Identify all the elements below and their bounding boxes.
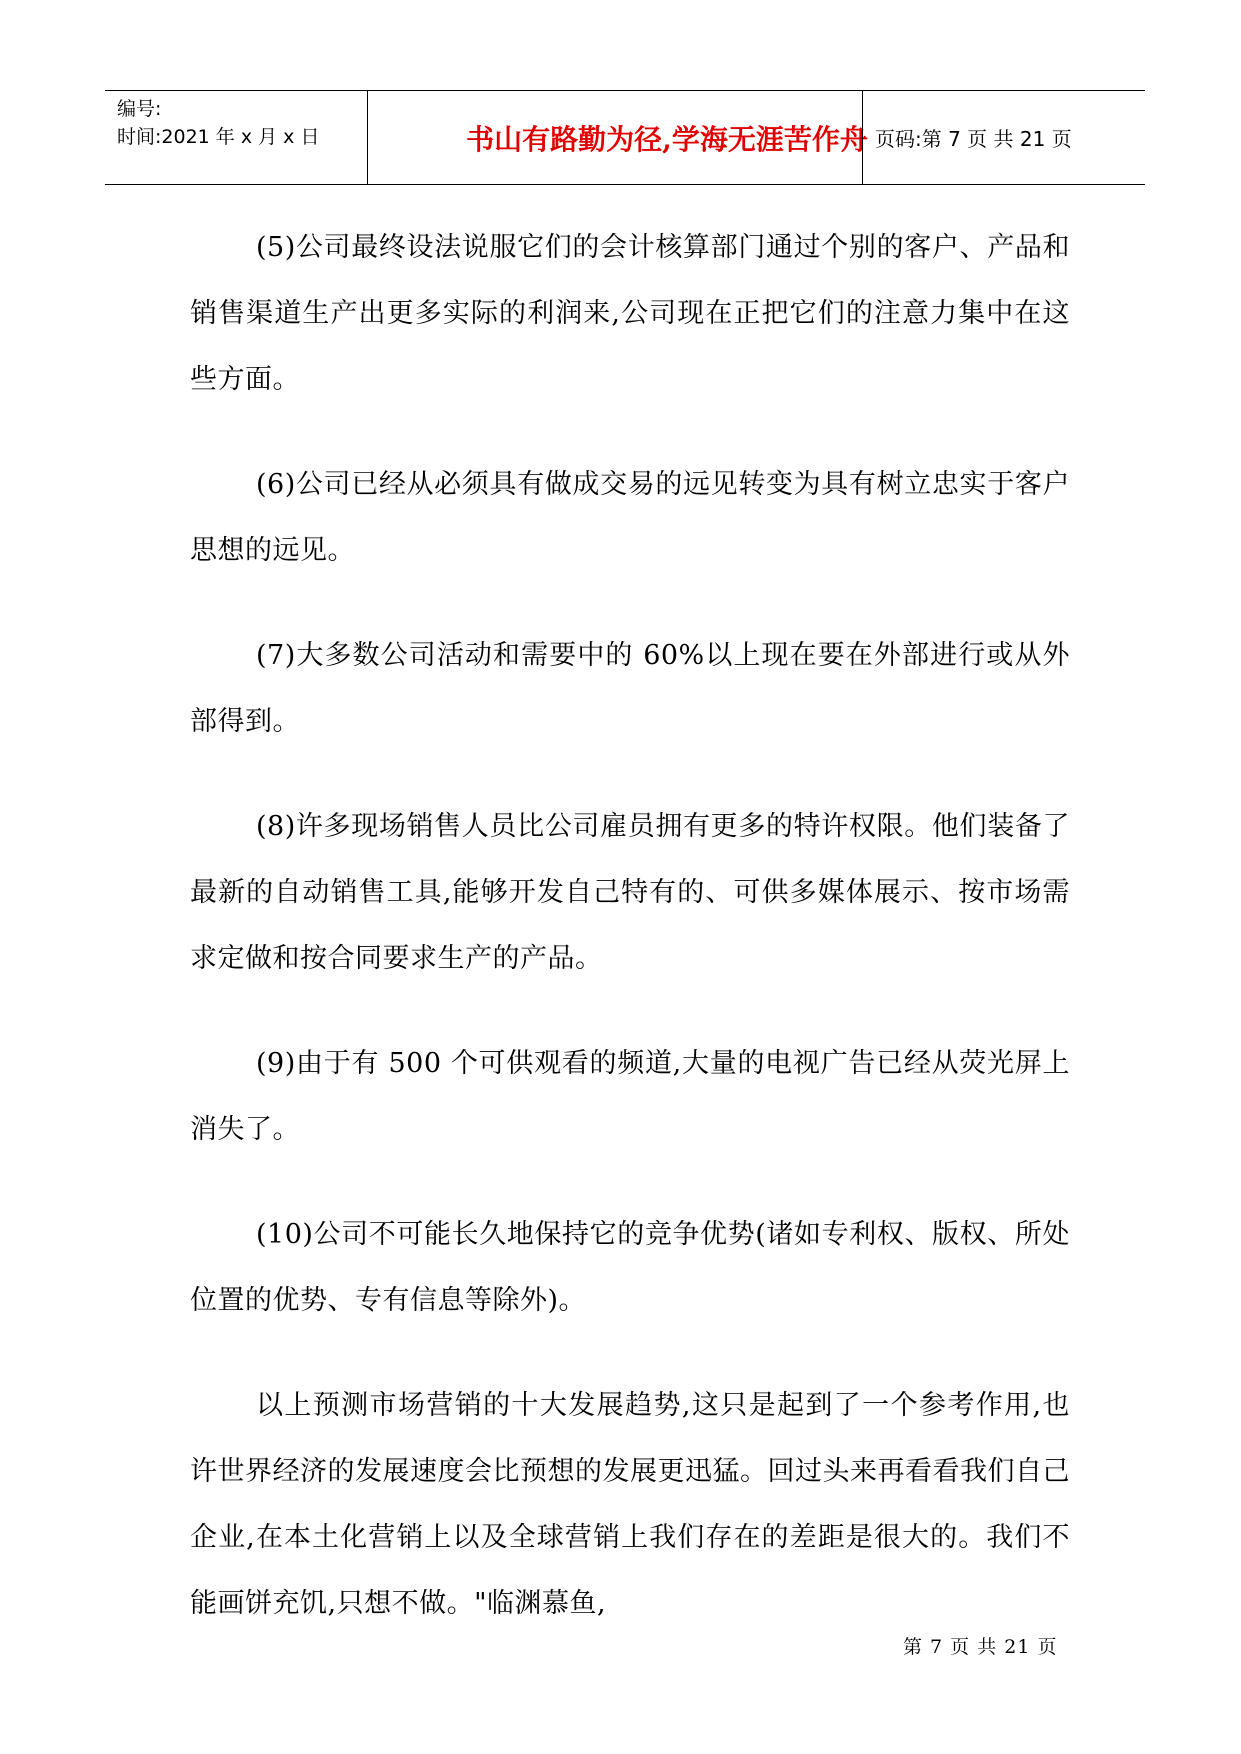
- paragraph: (9)由于有 500 个可供观看的频道,大量的电视广告已经从荧光屏上消失了。: [190, 1048, 1070, 1145]
- time-label: 时间:2021 年 x 月 x 日: [117, 126, 320, 148]
- header-page-label: 页码:第 7 页 共 21 页: [875, 127, 1072, 151]
- paragraph: (8)许多现场销售人员比公司雇员拥有更多的特许权限。他们装备了最新的自动销售工具,能够开发自己特有的、可供多媒体展示、按市场需求定做和按合同要求生产的产品。: [190, 811, 1070, 974]
- paragraph: (7)大多数公司活动和需要中的 60%以上现在要在外部进行或从外部得到。: [190, 640, 1070, 737]
- header-table: [105, 90, 1145, 185]
- page-footer: 第 7 页 共 21 页: [903, 1636, 1058, 1658]
- header-meta: [117, 91, 367, 184]
- paragraph: (6)公司已经从必须具有做成交易的远见转变为具有树立忠实于客户思想的远见。: [190, 469, 1070, 566]
- header-divider: [862, 91, 863, 184]
- paragraph: 以上预测市场营销的十大发展趋势,这只是起到了一个参考作用,也许世界经济的发展速度会比预想的发展更迅猛。回过头来再看看我们自己企业,在本土化营销上以及全球营销上我们存在的差距是很大的。我们不能画饼充饥,只想不做。"临渊慕鱼,: [190, 1390, 1070, 1619]
- number-label: 编号:: [117, 98, 162, 120]
- header-motto: 书山有路勤为径,学海无涯苦作舟: [466, 122, 868, 156]
- document-body: [190, 215, 1070, 1676]
- paragraph: (10)公司不可能长久地保持它的竞争优势(诸如专利权、版权、所处位置的优势、专有信息等除外)。: [190, 1219, 1070, 1316]
- paragraph: (5)公司最终设法说服它们的会计核算部门通过个别的客户、产品和销售渠道生产出更多实际的利润来,公司现在正把它们的注意力集中在这些方面。: [190, 232, 1070, 395]
